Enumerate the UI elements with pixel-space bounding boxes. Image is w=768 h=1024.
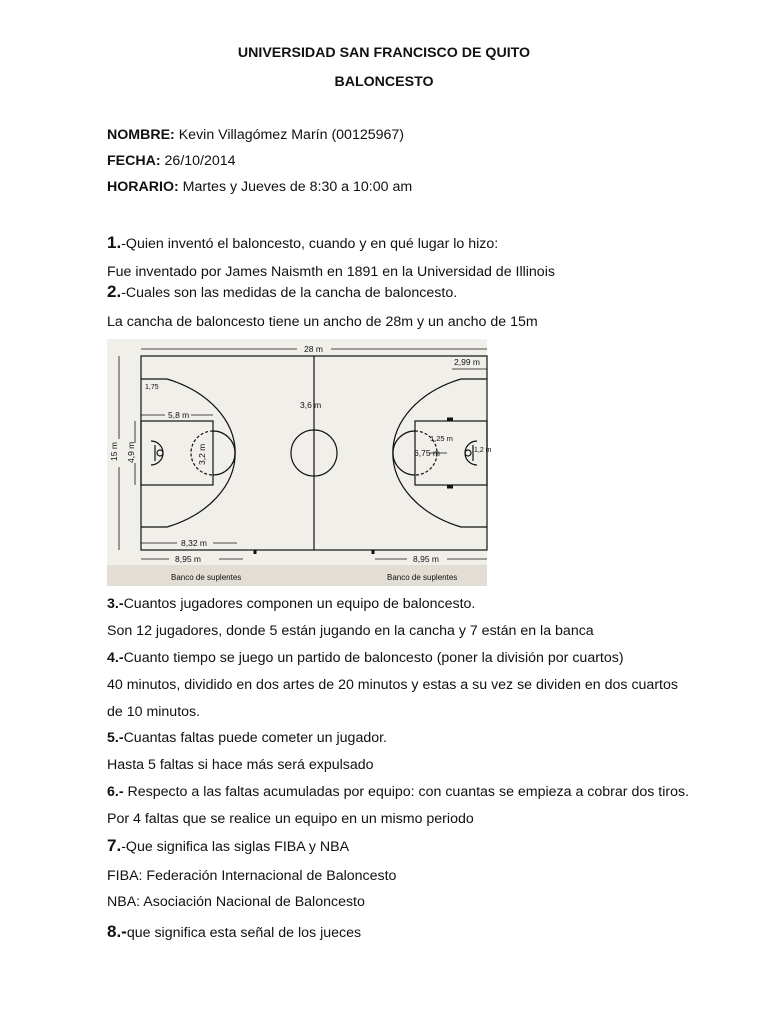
- question-7: [107, 837, 349, 856]
- schedule-value: Martes y Jueves de 8:30 a 10:00 am: [178, 179, 413, 195]
- question-text: Cuantos jugadores componen un equipo de baloncesto.: [123, 596, 476, 612]
- question-text: -Que significa las siglas FIBA y NBA: [121, 839, 350, 855]
- answer-1: Fue inventado por James Naismth en 1891 en la Universidad de Illinois: [107, 264, 555, 280]
- date-line: [107, 152, 236, 170]
- name-line: [107, 126, 404, 144]
- answer-4-line-2: de 10 minutos.: [107, 704, 201, 720]
- label-bench-dist-left: 8,95 m: [175, 554, 201, 564]
- schedule-label: HORARIO:: [107, 179, 179, 195]
- name-label: NOMBRE:: [107, 127, 175, 143]
- question-2: [107, 283, 457, 302]
- question-5: [107, 729, 387, 747]
- question-number: 6.-: [107, 784, 124, 800]
- label-bench-right: Banco de suplentes: [387, 573, 458, 582]
- university-title: UNIVERSIDAD SAN FRANCISCO DE QUITO: [237, 45, 531, 61]
- question-4: [107, 649, 624, 667]
- question-3: [107, 595, 475, 613]
- question-text: Respecto a las faltas acumuladas por equipo: con cuantas se empieza a cobrar dos tiros.: [123, 784, 690, 800]
- answer-7-line-1: FIBA: Federación Internacional de Baloncesto: [107, 868, 397, 884]
- subject-title: BALONCESTO: [334, 74, 434, 90]
- question-6: [107, 783, 689, 801]
- question-number: 3.-: [107, 596, 124, 612]
- label-bench-dist-right: 8,95 m: [413, 554, 439, 564]
- answer-6: Por 4 faltas que se realice un equipo en un mismo periodo: [107, 811, 474, 827]
- question-text: -Cuales son las medidas de la cancha de baloncesto.: [121, 285, 458, 301]
- label-sideline-arc: 8,32 m: [181, 538, 207, 548]
- label-ft-circle: 3,2 m: [197, 443, 207, 465]
- label-rim-dist: 1,2 m: [474, 447, 492, 454]
- question-1: [107, 234, 498, 253]
- question-number: 2.: [107, 282, 122, 301]
- label-corner-dist: 1,75: [145, 384, 159, 391]
- question-number: 5.-: [107, 730, 124, 746]
- date-label: FECHA:: [107, 153, 161, 169]
- question-number: 8.-: [107, 922, 127, 941]
- answer-3: Son 12 jugadores, donde 5 están jugando en la cancha y 7 están en la banca: [107, 623, 594, 639]
- question-number: 7.: [107, 836, 122, 855]
- question-text: que significa esta señal de los jueces: [126, 925, 362, 941]
- answer-5: Hasta 5 faltas si hace más será expulsado: [107, 757, 374, 773]
- label-three-point-dist: 2,99 m: [454, 357, 480, 367]
- question-text: -Quien inventó el baloncesto, cuando y en qué lugar lo hizo:: [121, 236, 499, 252]
- schedule-line: [107, 178, 412, 196]
- question-number: 1.: [107, 233, 122, 252]
- question-text: Cuanto tiempo se juego un partido de baloncesto (poner la división por cuartos): [123, 650, 624, 666]
- basketball-court-diagram: [107, 339, 492, 586]
- date-value: 26/10/2014: [160, 153, 236, 169]
- label-total-length: 28 m: [304, 344, 323, 354]
- question-text: Cuantas faltas puede cometer un jugador.: [123, 730, 387, 746]
- question-number: 4.-: [107, 650, 124, 666]
- label-bench-left: Banco de suplentes: [171, 573, 242, 582]
- answer-2: La cancha de baloncesto tiene un ancho de 28m y un ancho de 15m: [107, 314, 538, 330]
- label-ft-lane-width: 4,9 m: [126, 441, 136, 463]
- label-center-circle: 3,6 m: [300, 400, 322, 410]
- label-total-width: 15 m: [109, 442, 119, 461]
- label-three-point-radius: 6,75 m: [414, 448, 440, 458]
- answer-4-line-1: 40 minutos, dividido en dos artes de 20 minutos y estas a su vez se dividen en dos cuartos: [107, 677, 678, 693]
- label-backboard-dist: 1,25 m: [430, 434, 453, 443]
- answer-7-line-2: NBA: Asociación Nacional de Baloncesto: [107, 894, 365, 910]
- question-8: [107, 923, 361, 942]
- label-lane-length: 5,8 m: [168, 410, 190, 420]
- name-value: Kevin Villagómez Marín (00125967): [174, 127, 405, 143]
